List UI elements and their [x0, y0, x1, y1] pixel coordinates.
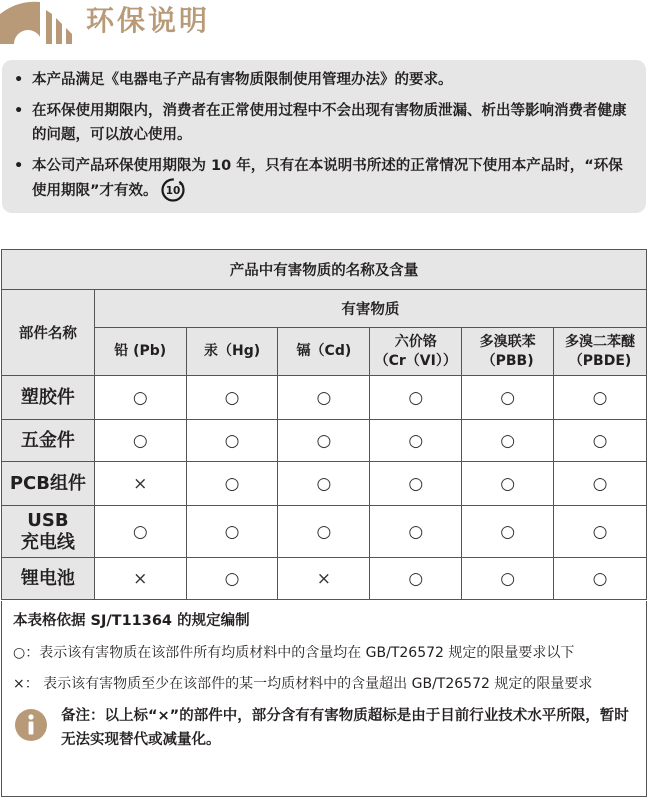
epup-badge-number: 10	[165, 185, 180, 197]
table-cell: ○	[94, 420, 186, 462]
circle-legend-note: ○：表示该有害物质在该部件所有均质材料中的含量均在 GB/T26572 规定的限量要求以下	[13, 645, 575, 661]
table-cell: ○	[186, 376, 278, 420]
table-cell: ○	[370, 420, 462, 462]
column-header-pb: 铅 (Pb)	[94, 328, 186, 376]
hazardous-substance-table	[1, 249, 647, 600]
bullet-item	[12, 99, 636, 147]
table-cell: ○	[278, 420, 370, 462]
bullet-marker: •	[14, 158, 24, 174]
table-cell: ○	[186, 506, 278, 558]
table-cell: ○	[94, 376, 186, 420]
bullet-text: 在环保使用期限内，消费者在正常使用过程中不会出现有害物质泄漏、析出等影响消费者健康的问题，可以放心使用。	[32, 103, 627, 143]
table-title: 产品中有害物质的名称及含量	[2, 250, 647, 290]
table-cell: ○	[462, 420, 554, 462]
table-row	[2, 506, 647, 558]
part-name-cell: 锂电池	[2, 558, 95, 600]
substance-header: 有害物质	[94, 290, 646, 328]
table-cell: ○	[462, 558, 554, 600]
part-name-cell: USB 充电线	[2, 506, 95, 558]
header	[0, 0, 648, 44]
table-row	[2, 462, 647, 506]
bullet-text: 本公司产品环保使用期限为 10 年，只有在本说明书所述的正常情况下使用本产品时，“环保使用期限”才有效。	[32, 158, 623, 199]
table-cell: ○	[554, 558, 647, 600]
bullet-item	[12, 154, 636, 203]
table-cell: ○	[554, 420, 647, 462]
column-header-pbde: 多溴二苯醚 （PBDE)	[554, 328, 647, 376]
bullet-item	[12, 68, 636, 92]
table-cell: ×	[94, 462, 186, 506]
table-notes	[1, 601, 647, 797]
part-name-cell: 五金件	[2, 420, 95, 462]
bullet-marker: •	[14, 103, 24, 119]
table-cell: ×	[94, 558, 186, 600]
bullet-marker: •	[14, 72, 24, 88]
column-header-cd: 镉（Cd)	[278, 328, 370, 376]
table-cell: ○	[278, 376, 370, 420]
remark	[13, 704, 636, 752]
table-cell: ○	[370, 376, 462, 420]
table-cell: ○	[554, 462, 647, 506]
table-cell: ○	[462, 506, 554, 558]
column-header-hg: 汞（Hg)	[186, 328, 278, 376]
table-cell: ○	[554, 506, 647, 558]
remark-text: 备注：以上标“×”的部件中，部分含有有害物质超标是由于目前行业技术水平所限，暂时无法实现替代或减量化。	[61, 708, 629, 748]
table-cell: ○	[370, 558, 462, 600]
notes-title: 本表格依据 SJ/T11364 的规定编制	[13, 613, 250, 629]
page-title: 环保说明	[86, 4, 211, 37]
table-cell: ○	[278, 462, 370, 506]
table-cell: ○	[186, 462, 278, 506]
part-name-header: 部件名称	[2, 290, 95, 376]
part-name-cell: PCB组件	[2, 462, 95, 506]
table-row	[2, 420, 647, 462]
table-cell: ○	[370, 462, 462, 506]
column-header-pbb: 多溴联苯 （PBB)	[462, 328, 554, 376]
table-cell: ○	[186, 420, 278, 462]
table-cell: ○	[370, 506, 462, 558]
table-cell: ○	[278, 506, 370, 558]
info-icon	[14, 708, 48, 742]
table-cell: ○	[186, 558, 278, 600]
table-row	[2, 376, 647, 420]
table-cell: ○	[462, 376, 554, 420]
epup-10-year-icon	[161, 178, 185, 202]
bullet-text: 本产品满足《电器电子产品有害物质限制使用管理办法》的要求。	[32, 72, 453, 88]
table-row	[2, 558, 647, 600]
cross-legend-note: ×： 表示该有害物质至少在该部件的某一均质材料中的含量超出 GB/T26572 规定的限量要求	[13, 676, 593, 692]
column-header-cr6: 六价铬 （Cr（VI））	[370, 328, 462, 376]
table-cell: ×	[278, 558, 370, 600]
sunrise-logo-icon	[0, 0, 78, 44]
part-name-cell: 塑胶件	[2, 376, 95, 420]
table-cell: ○	[462, 462, 554, 506]
table-cell: ○	[554, 376, 647, 420]
bullet-panel	[2, 60, 646, 213]
table-cell: ○	[94, 506, 186, 558]
